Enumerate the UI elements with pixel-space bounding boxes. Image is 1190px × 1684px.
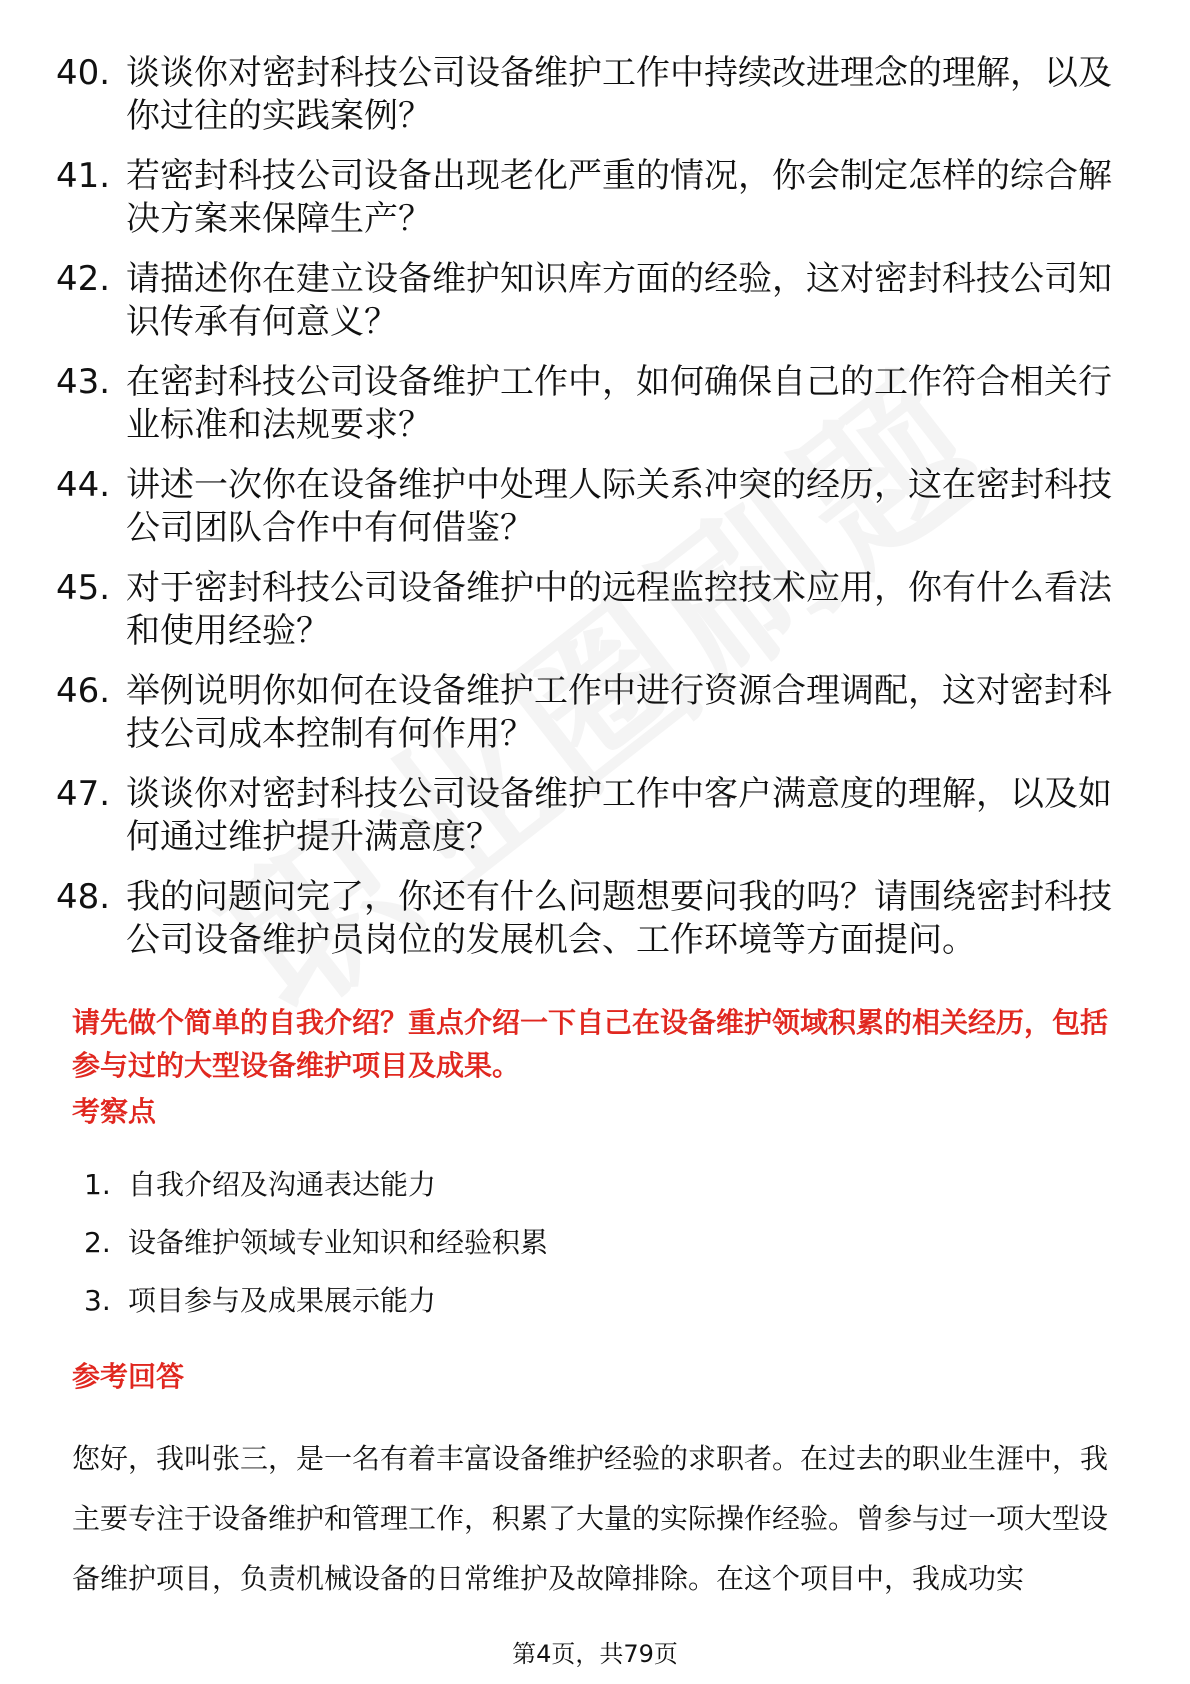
assessment-list (84, 1167, 548, 1341)
question-number: 42. (56, 259, 111, 299)
question-text: 若密封科技公司设备出现老化严重的情况，你会制定怎样的综合解决方案来保障生产？ (126, 156, 1112, 239)
question-text: 请描述你在建立设备维护知识库方面的经验，这对密封科技公司知识传承有何意义？ (126, 259, 1112, 342)
assessment-heading: 考察点 (72, 1095, 157, 1128)
list-item (56, 876, 1136, 962)
question-number: 46. (56, 671, 111, 711)
list-item (84, 1167, 548, 1225)
point-number: 2. (84, 1226, 111, 1259)
question-number: 40. (56, 53, 111, 93)
list-item (56, 670, 1136, 756)
interview-prompt: 请先做个简单的自我介绍？重点介绍一下自己在设备维护领域积累的相关经历，包括参与过的大型设备维护项目及成果。 (72, 1006, 1109, 1082)
list-item (56, 464, 1136, 550)
point-number: 1. (84, 1168, 111, 1201)
question-text: 举例说明你如何在设备维护工作中进行资源合理调配，这对密封科技公司成本控制有何作用？ (126, 671, 1112, 754)
question-number: 47. (56, 774, 111, 814)
question-number: 48. (56, 877, 111, 917)
question-text: 在密封科技公司设备维护工作中，如何确保自己的工作符合相关行业标准和法规要求？ (126, 362, 1112, 445)
list-item (56, 258, 1136, 344)
reference-answer: 您好，我叫张三，是一名有着丰富设备维护经验的求职者。在过去的职业生涯中，我主要专注于设备维护和管理工作，积累了大量的实际操作经验。曾参与过一项大型设备维护项目，负责机械设备的日常维护及故障排除。在这个项目中，我成功实 (72, 1442, 1109, 1595)
reference-heading: 参考回答 (72, 1360, 185, 1393)
question-text: 谈谈你对密封科技公司设备维护工作中持续改进理念的理解，以及你过往的实践案例？ (126, 53, 1112, 136)
question-text: 讲述一次你在设备维护中处理人际关系冲突的经历，这在密封科技公司团队合作中有何借鉴？ (126, 465, 1112, 548)
list-item (56, 155, 1136, 241)
point-number: 3. (84, 1284, 111, 1317)
point-text: 项目参与及成果展示能力 (128, 1284, 437, 1317)
question-number: 41. (56, 156, 111, 196)
list-item (56, 773, 1136, 859)
page-footer: 第4页，共79页 (512, 1640, 678, 1668)
list-item (84, 1225, 548, 1283)
question-number: 44. (56, 465, 111, 505)
question-number: 45. (56, 568, 111, 608)
point-text: 设备维护领域专业知识和经验积累 (128, 1226, 549, 1259)
point-text: 自我介绍及沟通表达能力 (128, 1168, 437, 1201)
question-number: 43. (56, 362, 111, 402)
question-list (56, 52, 1136, 979)
list-item (56, 361, 1136, 447)
question-text: 对于密封科技公司设备维护中的远程监控技术应用，你有什么看法和使用经验？ (126, 568, 1112, 651)
question-text: 我的问题问完了，你还有什么问题想要问我的吗？请围绕密封科技公司设备维护员岗位的发展机会、工作环境等方面提问。 (126, 877, 1112, 960)
list-item (84, 1283, 548, 1341)
list-item (56, 567, 1136, 653)
question-text: 谈谈你对密封科技公司设备维护工作中客户满意度的理解，以及如何通过维护提升满意度？ (126, 774, 1112, 857)
list-item (56, 52, 1136, 138)
